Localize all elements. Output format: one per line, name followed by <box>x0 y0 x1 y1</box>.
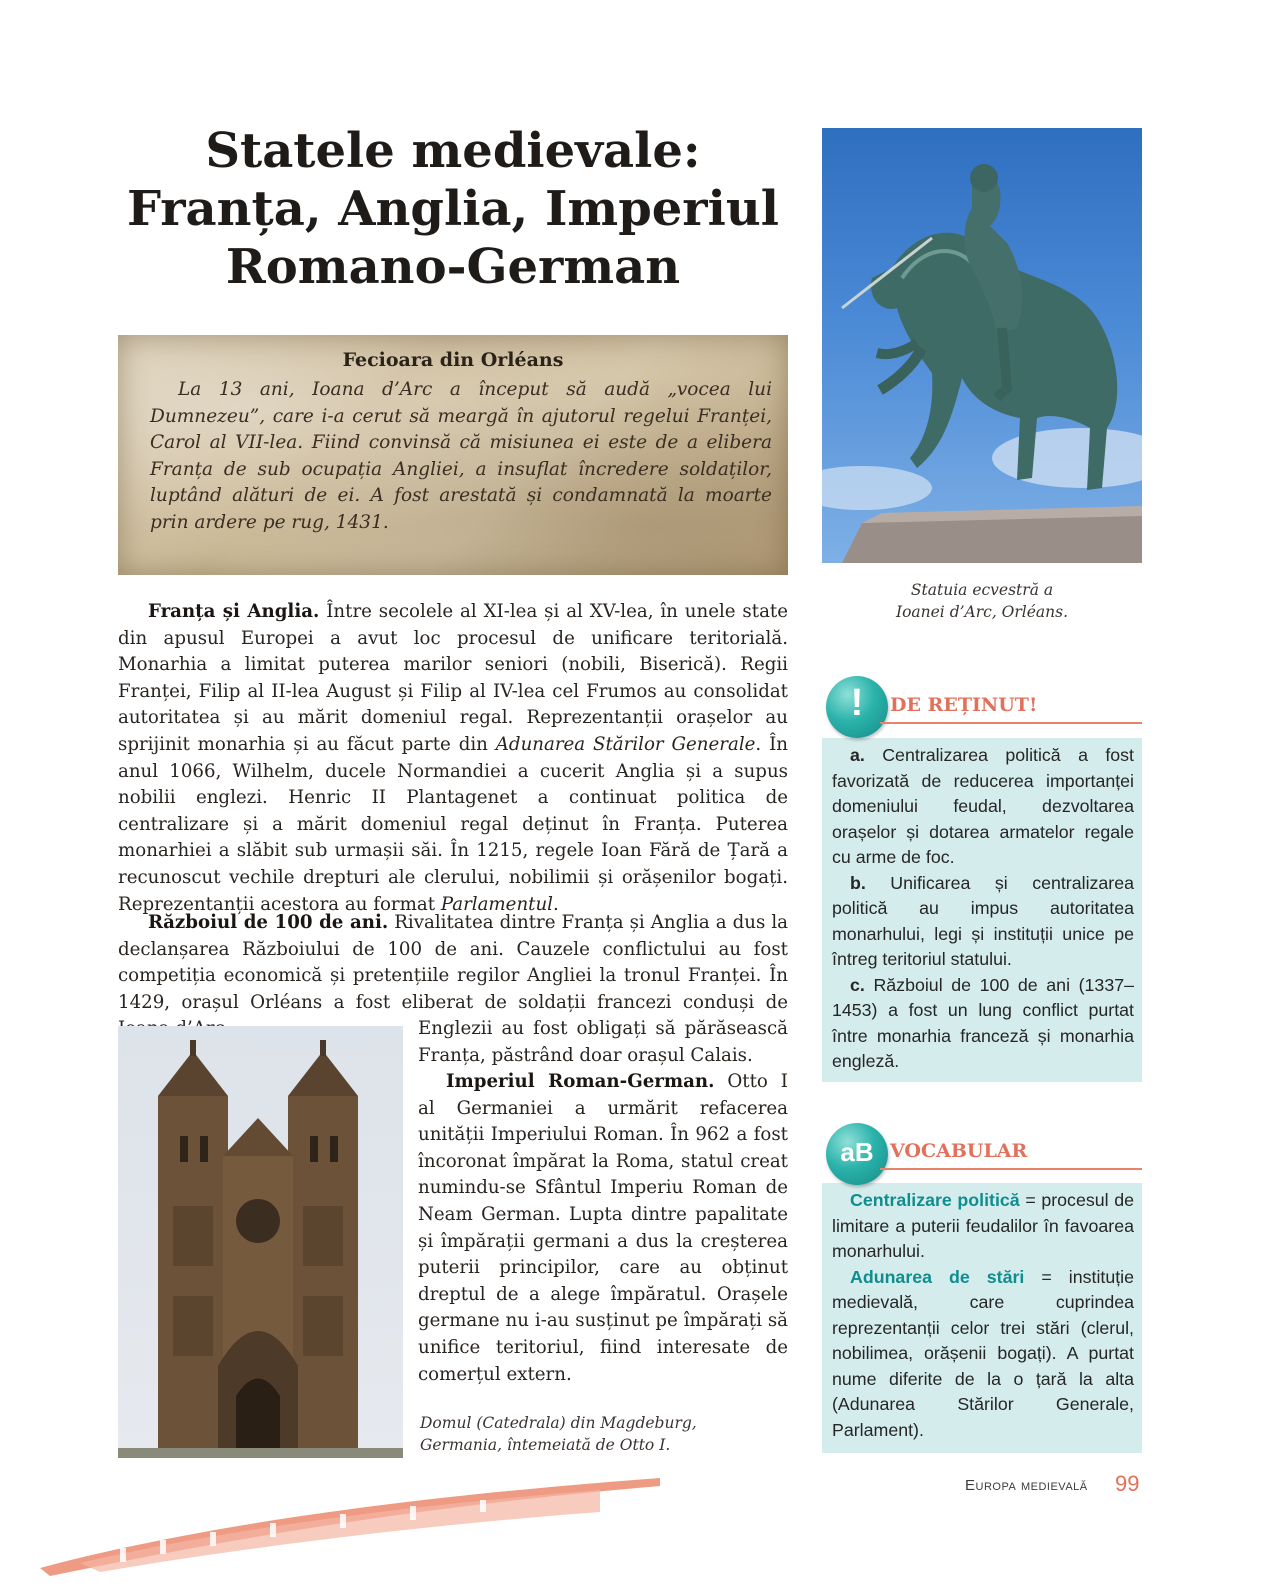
point-text: Centralizarea politică a fost favorizată de reducerea importanței domeniului feudal, dezvoltarea orașelor și dotarea armatelor regale cu arme de foc. <box>832 745 1134 867</box>
paragraph-heading: Războiul de 100 de ani. <box>148 912 389 933</box>
decorative-footer-ornament <box>40 1468 660 1578</box>
vocabulary-term: Centralizare politică <box>850 1190 1020 1210</box>
caption-line: Germania, întemeiată de Otto I. <box>420 1436 671 1454</box>
intro-parchment-box <box>118 335 788 575</box>
statue-illustration <box>822 128 1142 563</box>
vocabulary-definition: = procesul de limitare a puterii feudalilor în favoarea monarhului. <box>832 1190 1134 1261</box>
remember-point-c <box>832 973 1134 1075</box>
caption-line: Ioanei d’Arc, Orléans. <box>895 603 1069 621</box>
vocabulary-entry <box>832 1188 1134 1265</box>
paragraph-heading: Imperiul Roman-German. <box>446 1071 715 1092</box>
remember-text <box>832 743 1134 1075</box>
title-line: Statele medievale: <box>205 123 701 179</box>
body-paragraph-holy-roman-empire <box>418 1069 788 1388</box>
exclamation-icon <box>826 676 888 738</box>
intro-box-title: Fecioara din Orléans <box>342 349 564 371</box>
vocabulary-entry <box>832 1265 1134 1444</box>
statue-caption <box>822 579 1142 623</box>
page-title <box>118 122 788 296</box>
vocabulary-icon <box>826 1123 888 1185</box>
badge-glyph: ! <box>850 682 864 724</box>
paragraph-text: Englezii au fost obligați să părăsească Franța, păstrând doar orașul Calais. <box>418 1018 788 1066</box>
paragraph-text: . În anul 1066, Wilhelm, ducele Normandiei a cucerit Anglia și a supus nobilii englezi. Henric II Plantagenet a continuat politica de centralizare și a mărit domeniul regal deținut în Franța. Puterea monarhiei a slăbit sub urmașii săi. În 1215, regele Ioan Fără de Țară a recunoscut vechile drepturi ale clerului, nobilimii și orășenilor bogați. Reprezentanții acestora au format <box>118 733 788 915</box>
paragraph-text: Otto I al Germaniei a urmărit refacerea unității Imperiului Roman. În 962 a fost încoronat împărat la Roma, statul creat numindu-se Sfântul Imperiu Roman de Neam German. Lupta dintre papalitate și împărații germani a dus la creșterea puterii principilor, care au obținut dreptul de a alege împăratul. Orașele germane nu i-au susținut pe împărați să unifice teritoriul, fiind interesate de comerțul extern. <box>418 1071 788 1385</box>
cathedral-illustration <box>118 1026 403 1458</box>
vocabulary-definition: = instituție medievală, care cuprindea reprezentanții celor trei stări (clerul, nobilimea, orășenii bogați). A purtat nume diferite de la o țară la alta (Adunarea Stărilor Generale, Parlament). <box>832 1266 1135 1440</box>
point-label: a. <box>850 745 865 765</box>
intro-box-text: La 13 ani, Ioana d’Arc a început să audă „vocea lui Dumnezeu”, care i-a cerut să meargă în ajutorul regelui Franței, Carol al VII-lea. Fiind convinsă că misiunea ei este de a elibera Franța de sub ocupația Angliei, a insuflat încredere soldaților, luptând alături de ei. A fost arestată și condamnată la moarte prin ardere pe rug, 1431. <box>150 379 772 533</box>
remember-point-a <box>832 743 1134 871</box>
magdeburg-cathedral-image <box>118 1026 403 1458</box>
heading-rule <box>880 722 1142 724</box>
caption-line: Domul (Catedrala) din Magdeburg, <box>420 1414 697 1432</box>
page-number: 99 <box>1115 1471 1140 1496</box>
emphasis-term: Adunarea Stărilor Generale <box>495 733 756 755</box>
point-text: Războiul de 100 de ani (1337–1453) a fost un lung conflict purtat între monarhia franceză și monarhia engleză. <box>832 974 1134 1071</box>
footer-section-title: Europa medievală <box>965 1477 1088 1494</box>
paragraph-text: Rivalitatea dintre Franța și Anglia a dus la declanșarea Războiului de 100 de ani. Cauzele conflictului au fost competiția economică și pretențiile regilor Angliei la tronul Franței. În 1429, orașul Orléans a fost eliberat de soldații francezi conduși de <box>118 912 788 1013</box>
body-paragraph-france-england <box>118 599 788 918</box>
joan-of-arc-statue-image <box>822 128 1142 563</box>
point-text: Unificarea și centralizarea politică au impus autoritatea monarhului, legi și instituții unice pe întreg teritoriul statului. <box>832 872 1134 969</box>
emphasis-term: Parlamentul <box>440 893 553 915</box>
heading-rule <box>880 1168 1142 1170</box>
remember-heading: DE REȚINUT! <box>890 694 1038 716</box>
title-line: Romano-German <box>225 239 681 295</box>
vocabulary-heading: VOCABULAR <box>890 1140 1028 1162</box>
caption-line: Statuia ecvestră a <box>910 581 1054 599</box>
title-line: Franța, Anglia, Imperiul <box>127 181 779 237</box>
remember-point-b <box>832 871 1134 973</box>
paragraph-text: . <box>553 893 559 915</box>
point-label: c. <box>850 974 865 995</box>
point-label: b. <box>850 872 866 893</box>
paragraph-text: Între secolele al XI-lea și al XV-lea, în unele state din apusul Europei a avut loc procesul de unificare teritorială. Monarhia a limitat puterea marilor seniori (nobili, Biserică). Regii Franței, Filip al II-lea August și Filip al IV-lea cel Frumos au consolidat autoritatea și au mărit domeniul regal. Reprezentanții orașelor au sprijinit monarhia și au făcut parte din <box>118 601 788 755</box>
badge-glyph: aB <box>840 1137 874 1167</box>
paragraph-heading: Franța și Anglia. <box>148 601 320 622</box>
body-paragraph-continued <box>418 1016 788 1069</box>
vocabulary-text <box>832 1188 1134 1443</box>
cathedral-caption <box>420 1412 750 1456</box>
vocabulary-term: Adunarea de stări <box>850 1266 1025 1287</box>
